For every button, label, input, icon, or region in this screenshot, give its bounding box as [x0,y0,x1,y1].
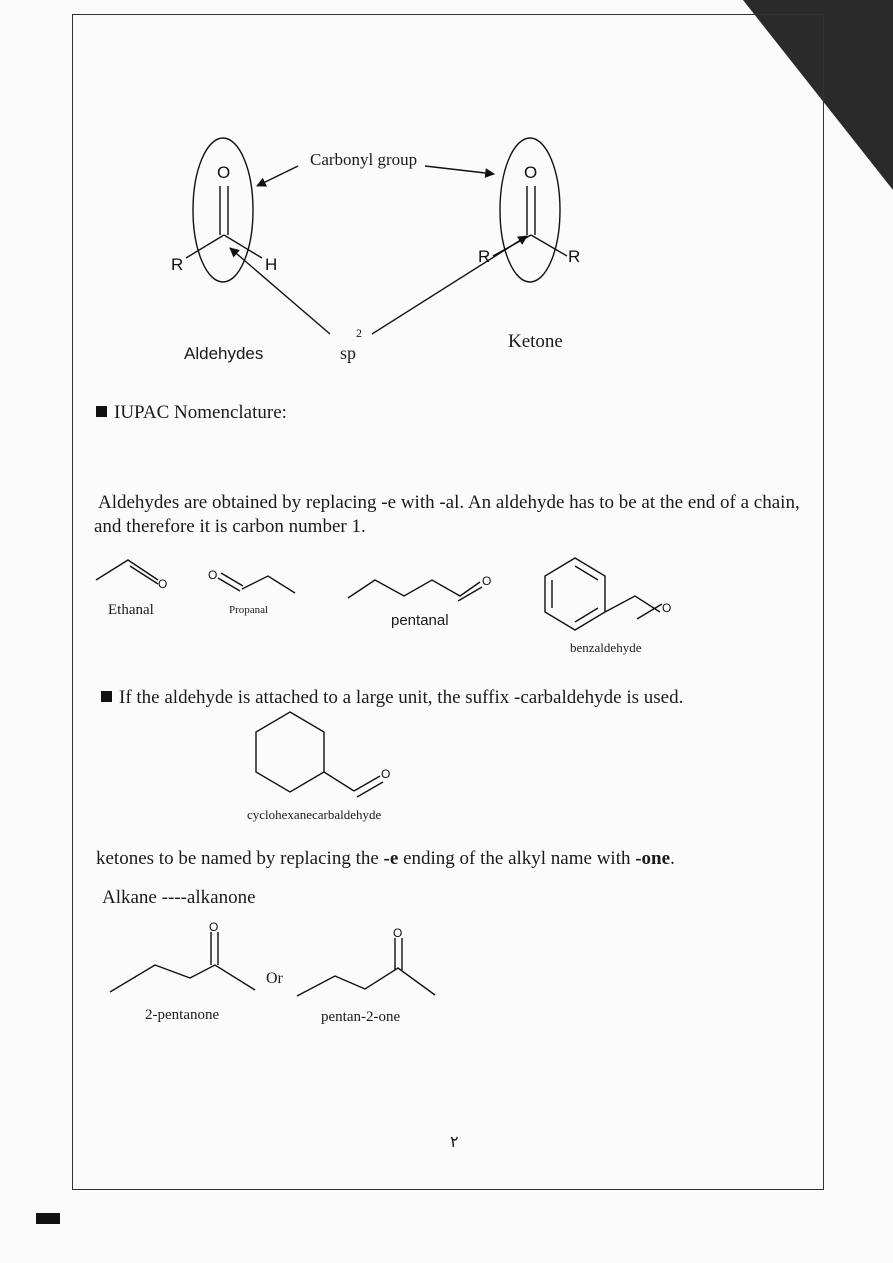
ketone-label: Ketone [508,331,563,352]
page-number: ٢ [450,1134,459,1151]
aldehyde-paragraph-line2: and therefore it is carbon number 1. [94,516,366,537]
ketone-rule [96,848,675,870]
ketone-r-right: R [568,247,581,266]
bullet-icon [101,691,112,702]
ketone-r-left: R [478,247,491,266]
sp2-arrow-left [230,248,330,334]
scan-mark [36,1213,60,1224]
ketone-rule-prefix: ketones to be named by replacing the [96,848,384,869]
aldehyde-paragraph-line1: Aldehydes are obtained by replacing -e with -al. An aldehyde has to be at the end of a chain, [98,492,800,513]
cyclohexane-oxygen: O [381,767,391,781]
carbonyl-arrow-left [257,166,298,186]
sp-superscript: 2 [356,326,362,340]
iupac-heading [96,402,287,424]
ethanal-oxygen: O [158,577,168,591]
carbaldehyde-text: If the aldehyde is attached to a large unit, the suffix -carbaldehyde is used. [119,687,684,708]
carbonyl-arrow-right [425,166,494,174]
ketone-rule-suffix: . [670,848,675,869]
or-label: Or [266,970,283,987]
aldehydes-label: Aldehydes [184,344,264,363]
sp2-arrow-right [372,236,527,334]
ketone-structure [493,138,567,282]
propanal-oxygen: O [208,568,218,582]
benzaldehyde-oxygen: O [662,601,672,615]
ketone-rule-bold2: -one [635,848,671,869]
ethanal-structure [96,560,158,584]
ketone-rule-middle: ending of the alkyl name with [398,848,636,869]
pentanal-label: pentanal [391,612,449,629]
aldehyde-r-atom: R [171,255,184,274]
sp-text: sp [340,343,357,363]
cyclohexane-label: cyclohexanecarbaldehyde [247,807,382,822]
benzaldehyde-label: benzaldehyde [570,640,642,655]
aldehyde-h-atom: H [265,255,278,274]
propanal-label: Propanal [229,604,269,616]
sp-label [340,343,356,364]
propanal-structure [218,573,295,593]
pentanone-structure [110,932,255,992]
carbonyl-group-label: Carbonyl group [310,150,418,169]
alkane-line: Alkane ----alkanone [102,887,256,908]
pentanal-structure [348,580,482,601]
carbaldehyde-bullet [101,687,683,709]
pentanal-oxygen: O [482,574,492,588]
pentan-2-one-structure [297,938,435,996]
pentan-2-one-label: pentan-2-one [321,1009,401,1025]
cyclohexane-structure [256,712,383,797]
ketone-oxygen: O [524,163,538,182]
pentanone-oxygen: O [209,920,219,934]
pentan-2-one-oxygen: O [393,926,403,940]
pentanone-label: 2-pentanone [145,1007,220,1023]
iupac-heading-text: IUPAC Nomenclature: [114,402,287,423]
aldehyde-oxygen: O [217,163,231,182]
ethanal-label: Ethanal [108,602,154,618]
benzaldehyde-structure [545,558,662,630]
ketone-rule-bold1: -e [383,848,399,869]
aldehyde-structure [186,138,262,282]
bullet-icon [96,406,107,417]
